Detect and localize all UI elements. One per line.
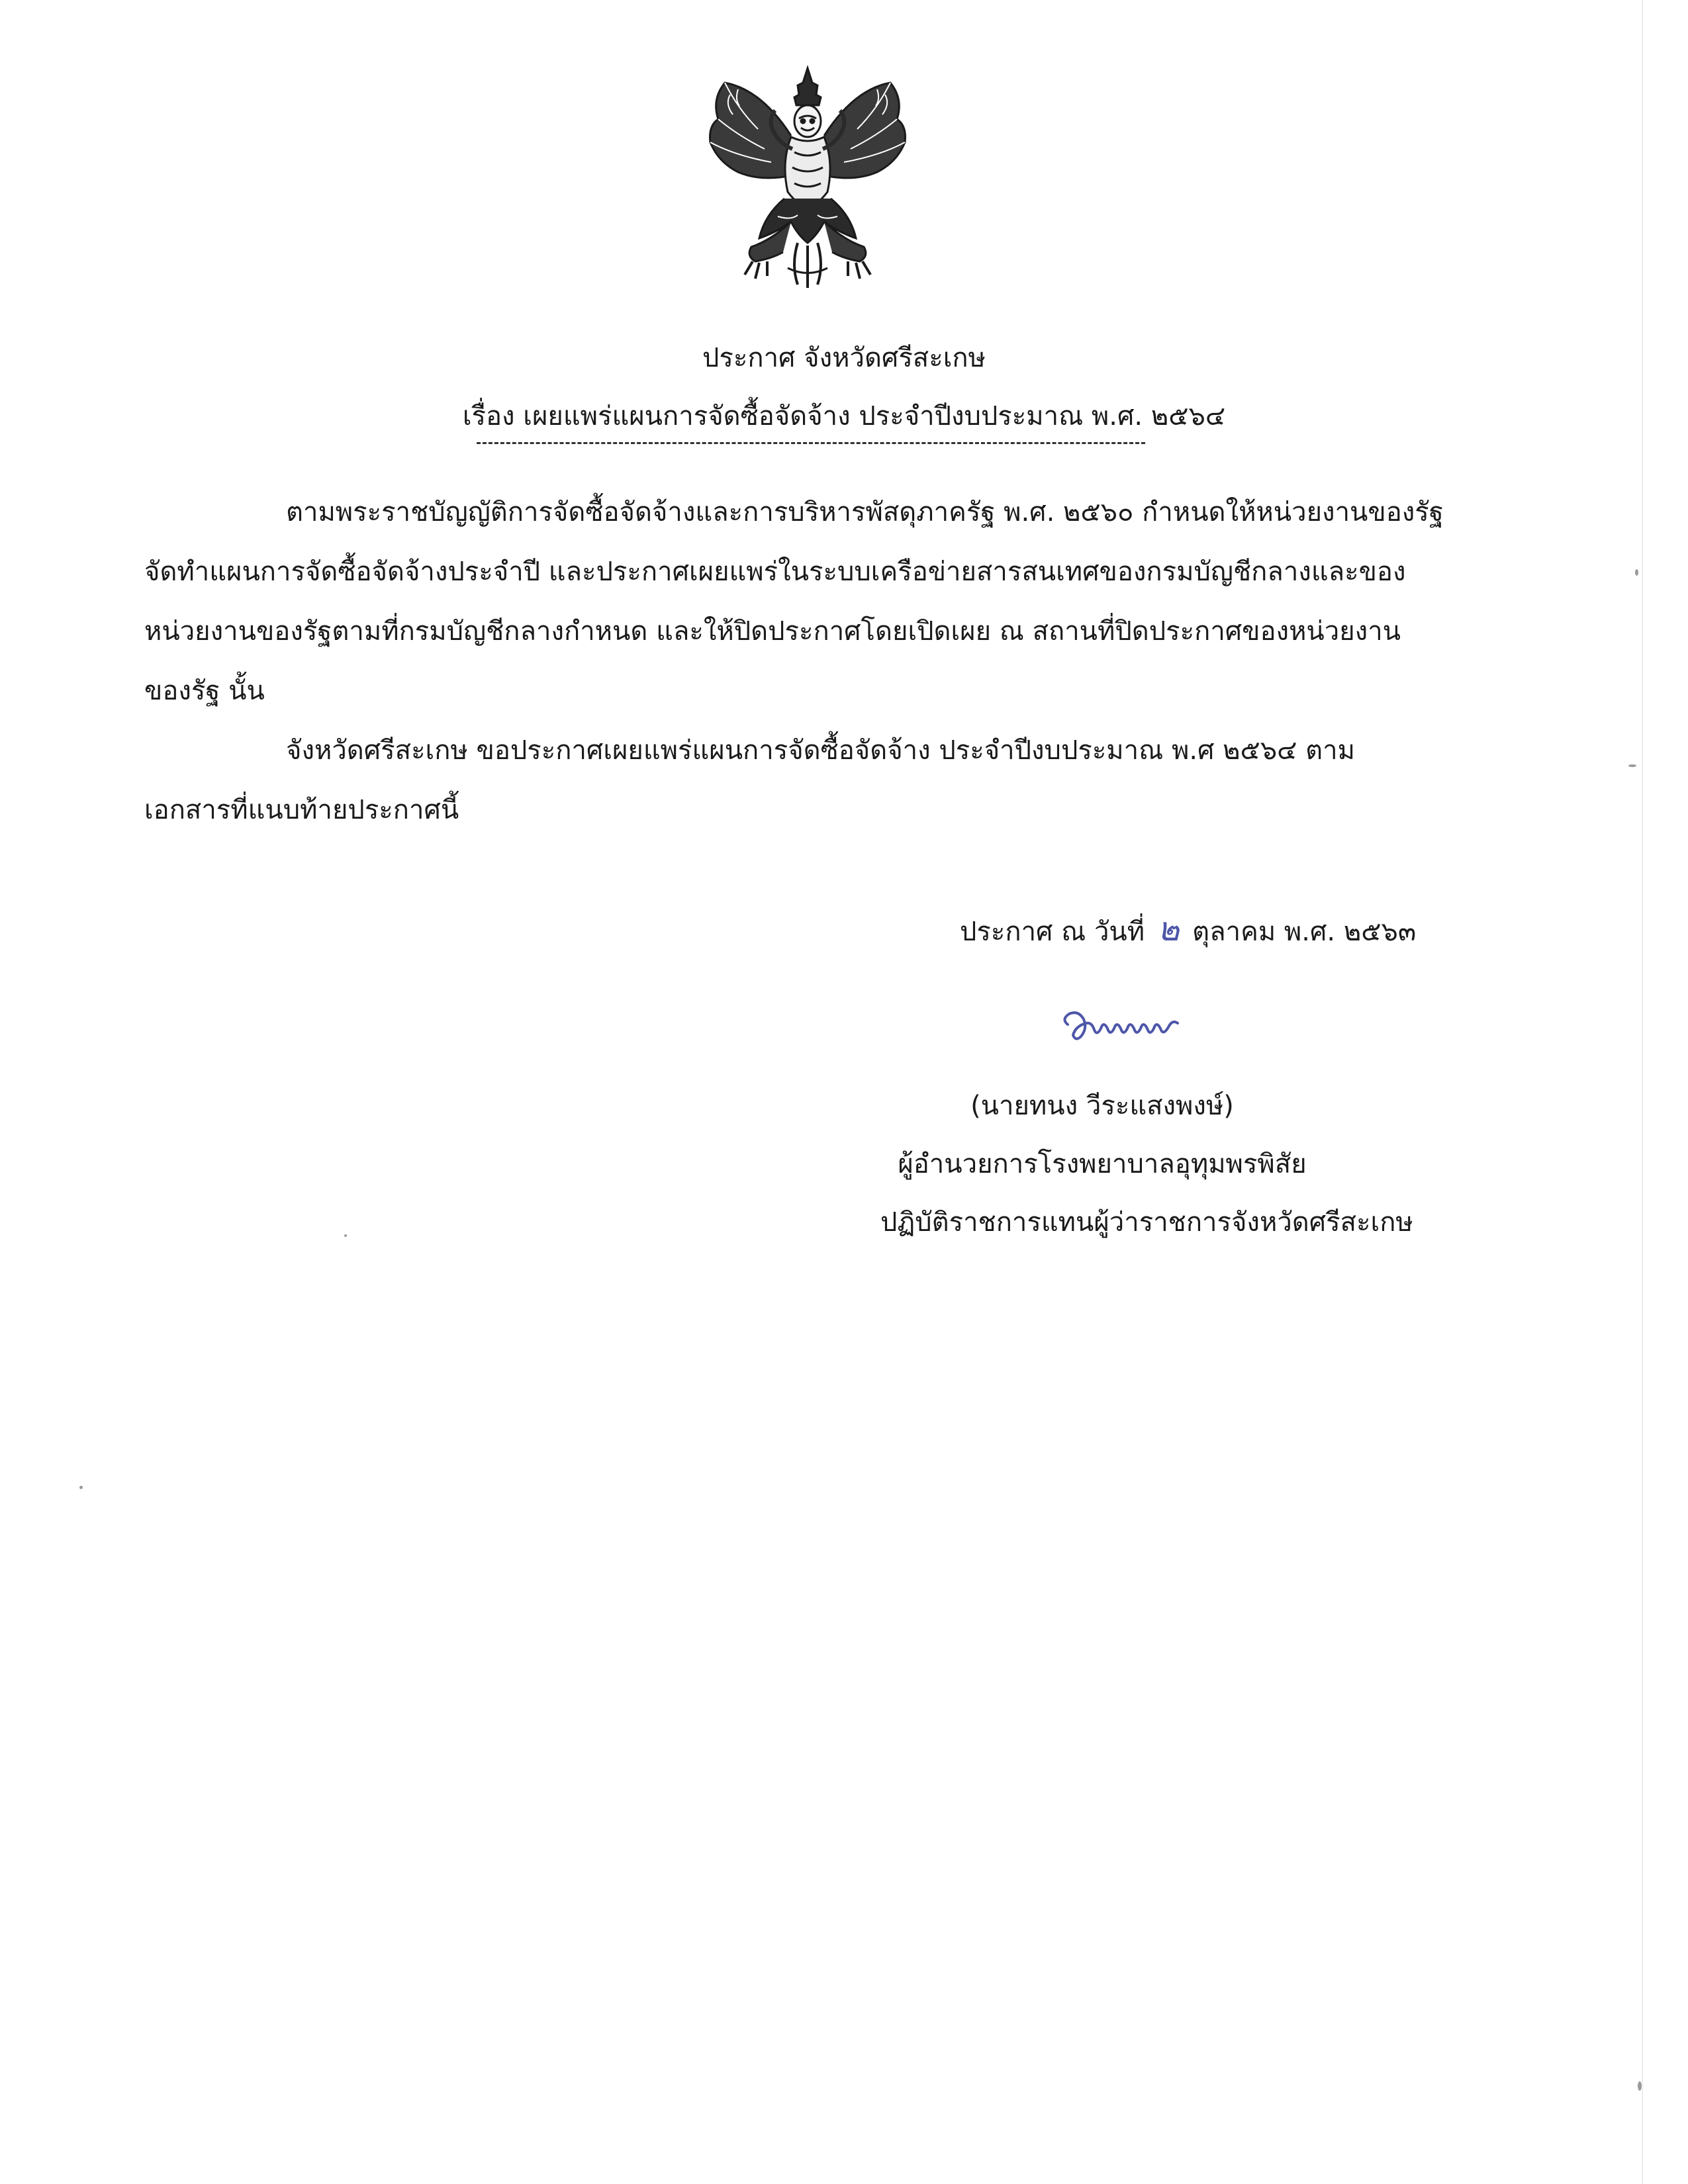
announcement-title: ประกาศ จังหวัดศรีสะเกษ (702, 343, 986, 373)
paragraph1-line3: หน่วยงานของรัฐตามที่กรมบัญชีกลางกำหนด และให้ปิดประกาศโดยเปิดเผย ณ สถานที่ปิดประกาศของหน่วยงาน (144, 616, 1401, 647)
scan-speck (1628, 764, 1636, 767)
date-prefix: ประกาศ ณ วันที่ (960, 917, 1145, 947)
scan-speck (1638, 2081, 1642, 2091)
signatory-position: ผู้อำนวยการโรงพยาบาลอุทุมพรพิสัย (898, 1149, 1307, 1179)
heading-divider (477, 442, 1145, 444)
paragraph1-line2: จัดทำแผนการจัดซื้อจัดจ้างประจำปี และประกาศเผยแพร่ในระบบเครือข่ายสารสนเทศของกรมบัญชีกลางและของ (144, 557, 1406, 587)
handwritten-signature (1056, 999, 1215, 1059)
paragraph1-line4: ของรัฐ นั้น (144, 676, 265, 706)
paragraph1-line1: ตามพระราชบัญญัติการจัดซื้อจัดจ้างและการบริหารพัสดุภาครัฐ พ.ศ. ๒๕๖๐ กำหนดให้หน่วยงานของรัฐ (286, 497, 1444, 527)
paragraph2-line1: จังหวัดศรีสะเกษ ขอประกาศเผยแพร่แผนการจัดซื้อจัดจ้าง ประจำปีงบประมาณ พ.ศ ๒๕๖๔ ตาม (286, 735, 1355, 766)
signatory-acting: ปฏิบัติราชการแทนผู้ว่าราชการจังหวัดศรีสะเกษ (880, 1207, 1413, 1238)
announcement-date (960, 912, 1416, 949)
scan-speck (79, 1486, 83, 1489)
page-edge (1642, 0, 1643, 2184)
date-suffix: ตุลาคม พ.ศ. ๒๕๖๓ (1192, 917, 1417, 947)
scan-speck (1635, 569, 1638, 576)
paragraph2-line2: เอกสารที่แนบท้ายประกาศนี้ (144, 795, 459, 825)
signatory-name: (นายทนง วีระแสงพงษ์) (970, 1091, 1234, 1121)
announcement-subject: เรื่อง เผยแพร่แผนการจัดซื้อจัดจ้าง ประจำปีงบประมาณ พ.ศ. ๒๕๖๔ (462, 401, 1226, 432)
date-day-handwritten: ๒ (1157, 910, 1180, 948)
scan-speck (344, 1234, 347, 1237)
garuda-emblem-icon (698, 63, 917, 291)
